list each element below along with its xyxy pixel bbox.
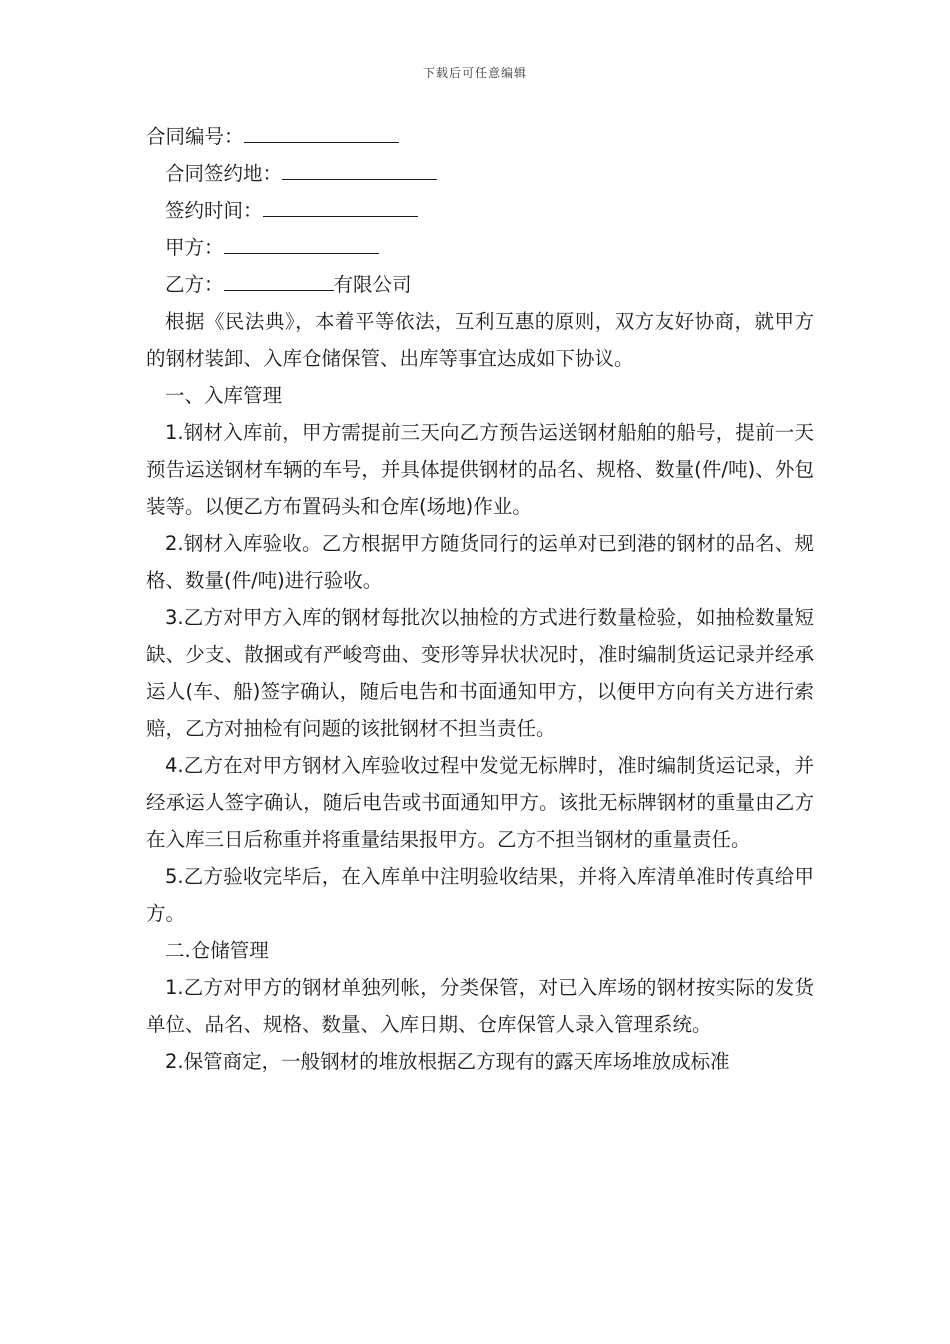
section-1-item: 2.钢材入库验收。乙方根据甲方随货同行的运单对已到港的钢材的品名、规格、数量(件/吨)进行验收。 — [146, 532, 814, 592]
section-2-heading: 二.仓储管理 — [165, 939, 269, 962]
contract-number-blank — [244, 118, 399, 143]
section-2-item: 2.保管商定，一般钢材的堆放根据乙方现有的露天库场堆放成标准 — [165, 1050, 730, 1073]
party-a-blank — [224, 229, 379, 254]
intro-paragraph: 根据《民法典》，本着平等依法，互利互惠的原则，双方友好协商，就甲方的钢材装卸、入库仓储保管、出库等事宜达成如下协议。 — [146, 310, 814, 370]
sign-place-line — [146, 155, 814, 192]
party-b-label: 乙方： — [165, 273, 224, 296]
section-1-item: 4.乙方在对甲方钢材入库验收过程中发觉无标牌时，准时编制货运记录，并经承运人签字确认，随后电告或书面通知甲方。该批无标牌钢材的重量由乙方在入库三日后称重并将重量结果报甲方。乙方不担当钢材的重量责任。 — [146, 754, 814, 851]
document-body — [146, 118, 814, 1080]
section-1-item: 5.乙方验收完毕后，在入库单中注明验收结果，并将入库清单准时传真给甲方。 — [146, 865, 814, 925]
party-a-label: 甲方： — [165, 236, 224, 259]
party-b-line — [146, 266, 814, 303]
section-1-item: 3.乙方对甲方入库的钢材每批次以抽检的方式进行数量检验，如抽检数量短缺、少支、散捆或有严峻弯曲、变形等异状状况时，准时编制货运记录并经承运人(车、船)签字确认，随后电告和书面通知甲方，以便甲方向有关方进行索赔，乙方对抽检有问题的该批钢材不担当责任。 — [146, 606, 814, 740]
sign-place-label: 合同签约地： — [165, 162, 283, 185]
sign-place-blank — [282, 155, 437, 180]
party-b-blank — [224, 266, 334, 291]
contract-number-label: 合同编号： — [146, 125, 244, 148]
section-1-item: 1.钢材入库前，甲方需提前三天向乙方预告运送钢材船舶的船号，提前一天预告运送钢材车辆的车号，并具体提供钢材的品名、规格、数量(件/吨)、外包装等。以便乙方布置码头和仓库(场地)作业。 — [146, 421, 814, 518]
party-b-suffix: 有限公司 — [333, 273, 412, 296]
section-2-item: 1.乙方对甲方的钢材单独列帐，分类保管，对已入库场的钢材按实际的发货单位、品名、规格、数量、入库日期、仓库保管人录入管理系统。 — [146, 976, 814, 1036]
sign-time-label: 签约时间： — [165, 199, 263, 222]
sign-time-line — [146, 192, 814, 229]
header-note: 下载后可任意编辑 — [422, 66, 527, 80]
section-1-heading: 一、入库管理 — [165, 384, 283, 407]
sign-time-blank — [263, 192, 418, 217]
party-a-line — [146, 229, 814, 266]
contract-number-line — [146, 118, 814, 155]
